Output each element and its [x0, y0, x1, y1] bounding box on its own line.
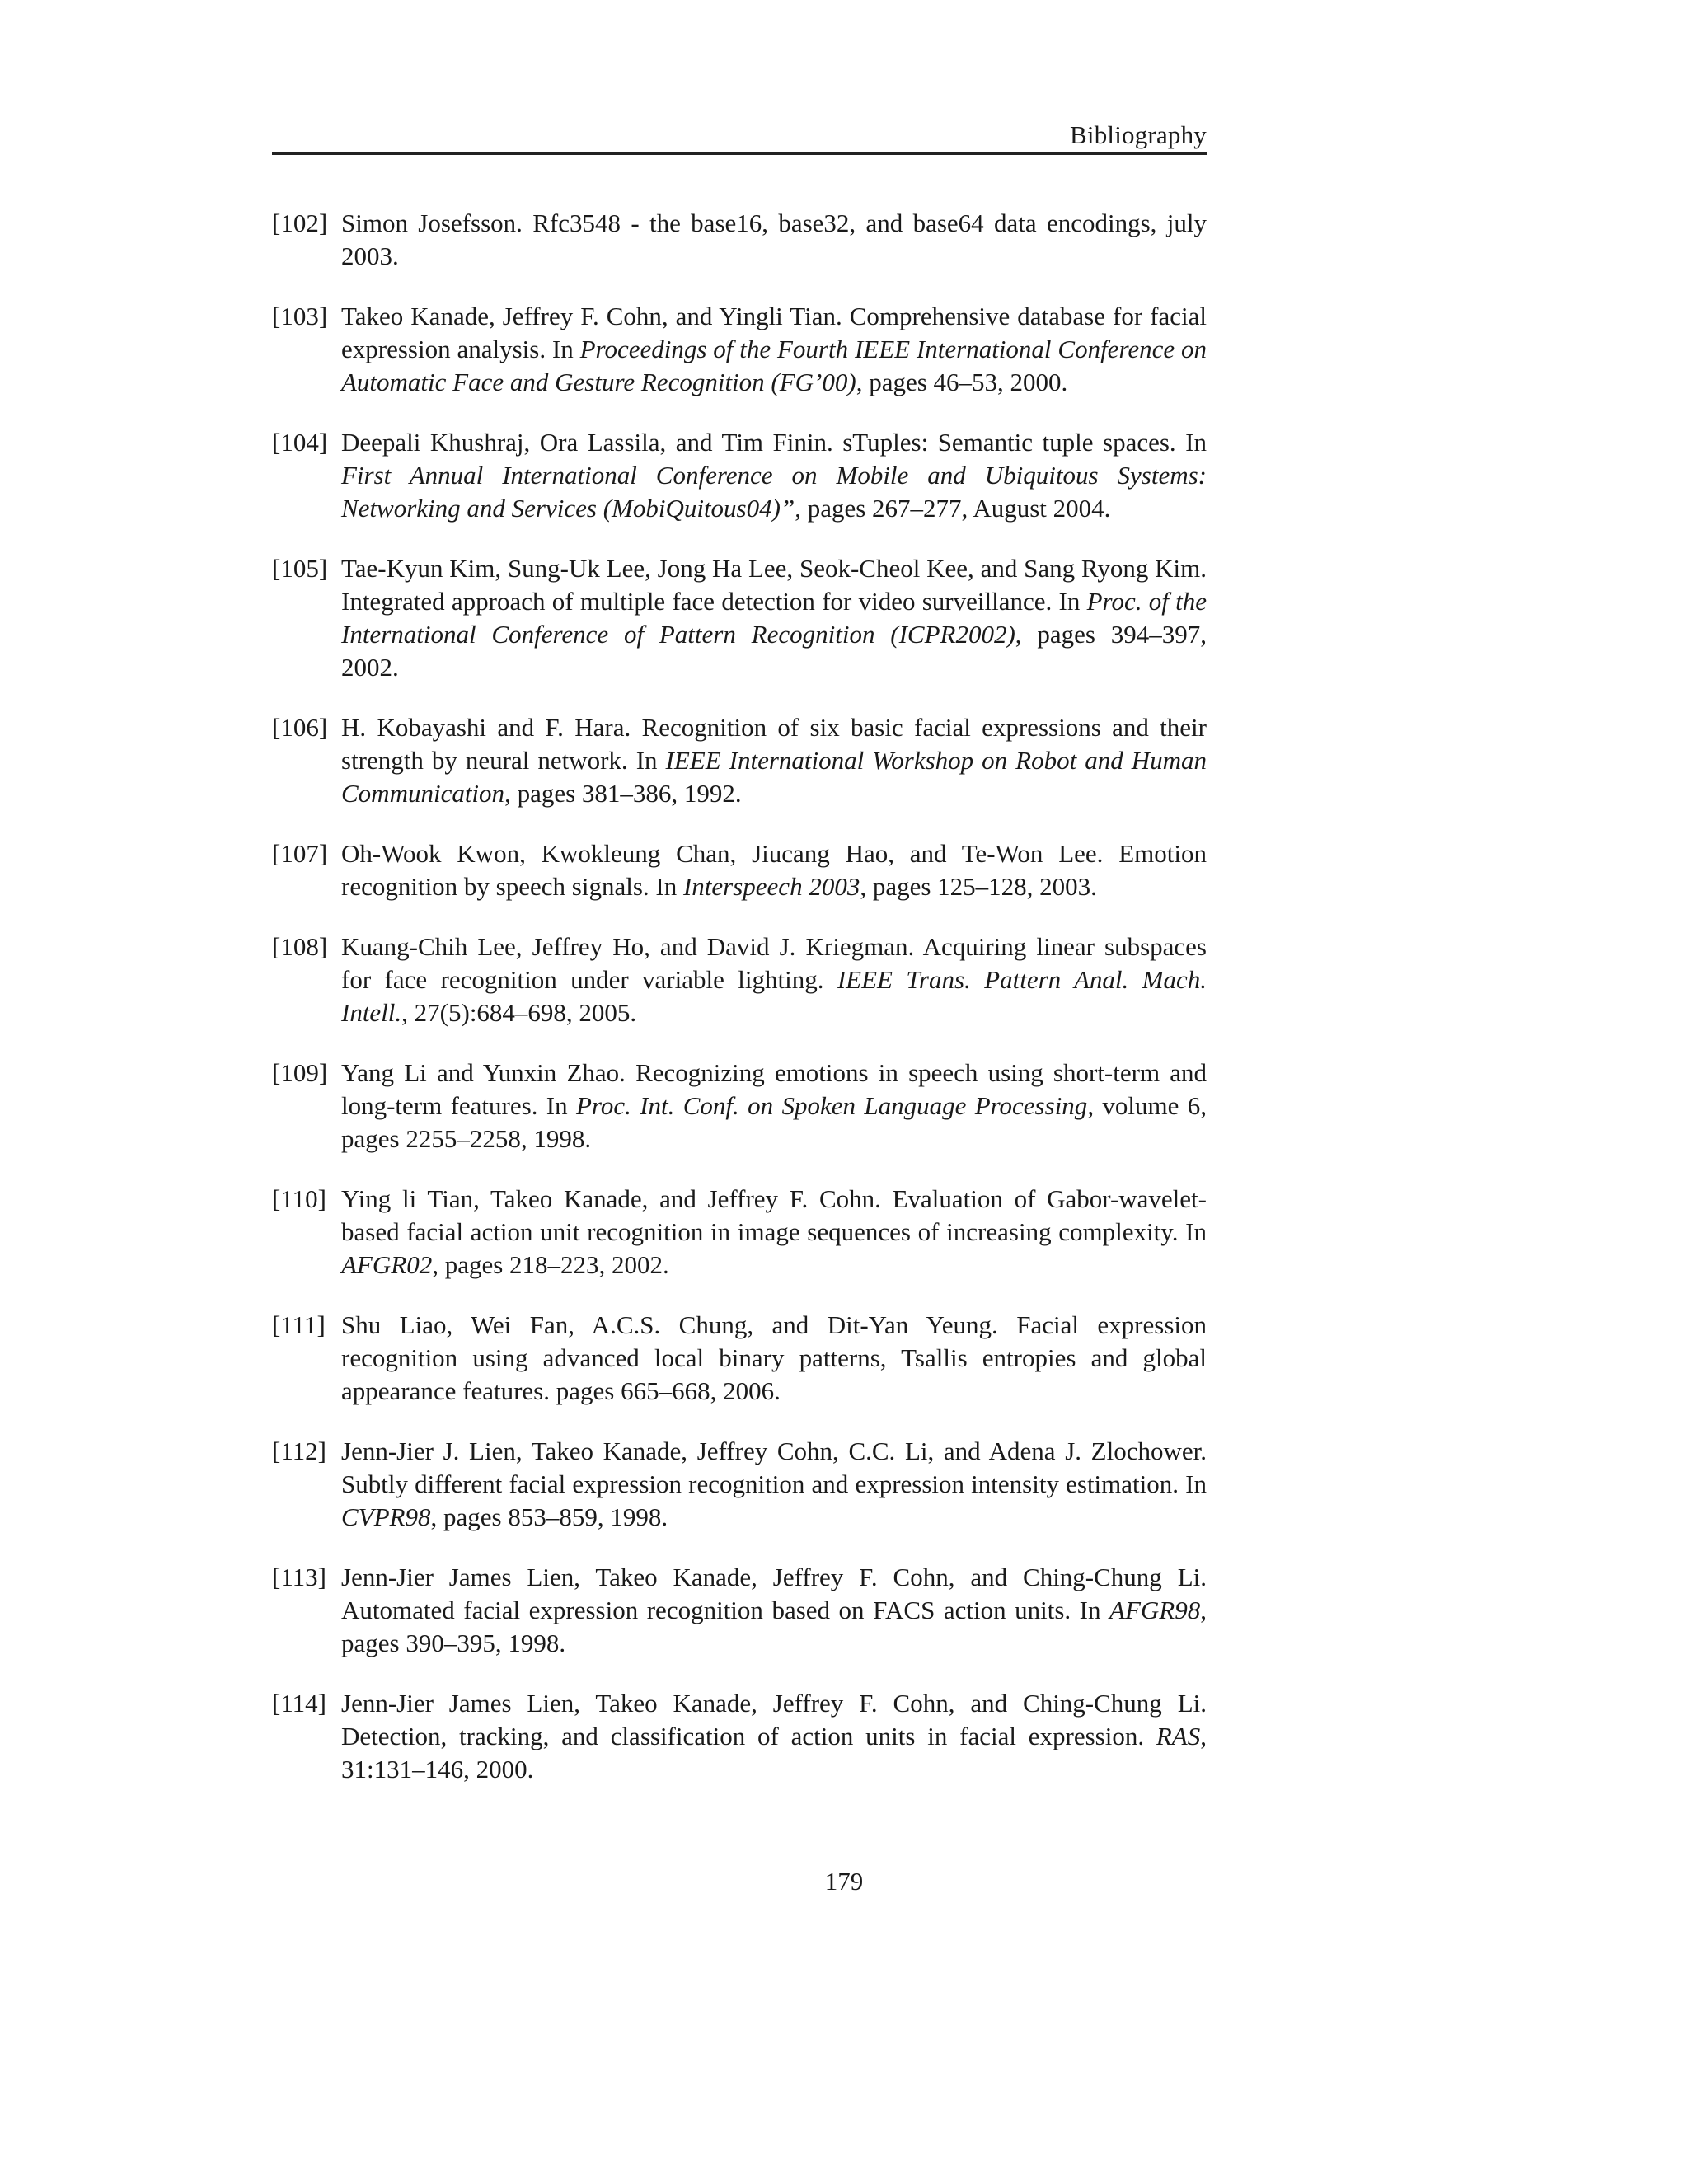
bib-text-main: Tae-Kyun Kim, Sung-Uk Lee, Jong Ha Lee, Seok-Cheol Kee, and Sang Ryong Kim. Integrated approach of multiple face detection for video surveillance. In [341, 554, 1207, 616]
bib-text-main: Jenn-Jier James Lien, Takeo Kanade, Jeffrey F. Cohn, and Ching-Chung Li. Detection, tracking, and classification of action units in facial expression. [341, 1689, 1207, 1750]
bib-text-tail: , pages 218–223, 2002. [432, 1250, 669, 1279]
bib-text-tail: , pages 46–53, 2000. [856, 368, 1068, 396]
bib-text-main: Deepali Khushraj, Ora Lassila, and Tim Finin. sTuples: Semantic tuple spaces. In [341, 428, 1207, 457]
bib-entry [272, 711, 1207, 810]
bib-venue: IEEE International Workshop on Robot and Human Communication [341, 746, 1207, 808]
bib-label: [110] [272, 1184, 326, 1213]
bib-text-tail: , pages 125–128, 2003. [860, 872, 1097, 901]
bib-entry [272, 552, 1207, 684]
bib-text [341, 1309, 1207, 1408]
bib-label: [107] [272, 839, 328, 868]
bib-venue: AFGR98 [1109, 1596, 1201, 1624]
bib-venue: Proceedings of the Fourth IEEE International Conference on Automatic Face and Gesture Recognition (FG’00) [341, 335, 1207, 396]
page-number: 179 [824, 1867, 864, 1896]
bib-entry [272, 1687, 1207, 1786]
bib-text-main: Yang Li and Yunxin Zhao. Recognizing emotions in speech using short-term and long-term features. In [341, 1058, 1207, 1120]
bib-text-main: Oh-Wook Kwon, Kwokleung Chan, Jiucang Hao, and Te-Won Lee. Emotion recognition by speech signals. In [341, 839, 1207, 901]
bib-text [341, 1057, 1207, 1155]
bib-text [341, 207, 1207, 273]
bib-text-main: Jenn-Jier James Lien, Takeo Kanade, Jeffrey F. Cohn, and Ching-Chung Li. Automated facial expression recognition based on FACS action units. In [341, 1563, 1207, 1624]
bib-text [341, 1687, 1207, 1786]
bib-label: [113] [272, 1563, 326, 1591]
bib-entry [272, 300, 1207, 399]
bib-venue: CVPR98 [341, 1502, 431, 1531]
bib-venue: IEEE Trans. Pattern Anal. Mach. Intell. [341, 965, 1207, 1027]
bib-entry [272, 1057, 1207, 1155]
bib-label: [108] [272, 932, 328, 961]
bib-text-tail: , pages 853–859, 1998. [430, 1502, 668, 1531]
bib-text-tail: , pages 381–386, 1992. [504, 779, 742, 808]
bib-venue: RAS [1156, 1722, 1201, 1750]
bib-venue: First Annual International Conference on Mobile and Ubiquitous Systems: Networking and Services (MobiQuitous04)” [341, 461, 1207, 523]
bib-venue: Proc. of the International Conference of Pattern Recognition (ICPR2002) [341, 587, 1207, 649]
bib-label: [104] [272, 428, 328, 457]
bibliography-list [272, 207, 1207, 1813]
bib-entry [272, 930, 1207, 1029]
bib-venue: AFGR02 [341, 1250, 433, 1279]
bib-text-main: Takeo Kanade, Jeffrey F. Cohn, and Yingli Tian. Comprehensive database for facial expression analysis. In [341, 302, 1207, 363]
bib-text [341, 552, 1207, 684]
bib-text-tail: , 31:131–146, 2000. [341, 1722, 1207, 1783]
bib-text [341, 930, 1207, 1029]
bib-label: [109] [272, 1058, 328, 1087]
bib-text [341, 1561, 1207, 1660]
bib-entry [272, 426, 1207, 525]
bib-label: [114] [272, 1689, 326, 1718]
bib-entry [272, 1309, 1207, 1408]
bib-text-tail: , volume 6, pages 2255–2258, 1998. [341, 1091, 1207, 1153]
bib-text [341, 837, 1207, 903]
bib-text-main: Jenn-Jier J. Lien, Takeo Kanade, Jeffrey Cohn, C.C. Li, and Adena J. Zlochower. Subtly different facial expression recognition and expression intensity estimation. In [341, 1436, 1207, 1498]
bib-label: [112] [272, 1436, 326, 1465]
bib-venue: Proc. Int. Conf. on Spoken Language Processing [575, 1091, 1088, 1120]
bib-label: [111] [272, 1310, 326, 1339]
bib-venue: Interspeech 2003 [682, 872, 860, 901]
bib-text-main: Ying li Tian, Takeo Kanade, and Jeffrey F. Cohn. Evaluation of Gabor-wavelet-based facial action unit recognition in image sequences of increasing complexity. In [341, 1184, 1207, 1246]
bib-label: [102] [272, 209, 328, 237]
bib-text-tail: , 27(5):684–698, 2005. [401, 998, 637, 1027]
bib-text [341, 426, 1207, 525]
bib-text-tail: , pages 267–277, August 2004. [795, 494, 1111, 523]
bib-text-main: Kuang-Chih Lee, Jeffrey Ho, and David J. Kriegman. Acquiring linear subspaces for face recognition under variable lighting. [341, 932, 1207, 994]
bib-label: [103] [272, 302, 328, 330]
bib-entry [272, 837, 1207, 903]
page-header [272, 122, 1207, 155]
bib-label: [105] [272, 554, 328, 583]
bib-entry [272, 1183, 1207, 1282]
bib-label: [106] [272, 713, 328, 742]
bib-text [341, 1183, 1207, 1282]
bib-text-main: H. Kobayashi and F. Hara. Recognition of six basic facial expressions and their strength by neural network. In [341, 713, 1207, 775]
running-title: Bibliography [1070, 120, 1207, 149]
bib-entry [272, 1435, 1207, 1534]
bib-text-main: Shu Liao, Wei Fan, A.C.S. Chung, and Dit-Yan Yeung. Facial expression recognition using advanced local binary patterns, Tsallis entropies and global appearance features. pages 665–668, 2006. [341, 1310, 1207, 1405]
bib-text [341, 300, 1207, 399]
bib-text-tail: , pages 394–397, 2002. [341, 620, 1207, 682]
bib-text-tail: , pages 390–395, 1998. [341, 1596, 1207, 1657]
bib-text [341, 1435, 1207, 1534]
bib-entry [272, 1561, 1207, 1660]
bib-entry [272, 207, 1207, 273]
bib-text-main: Simon Josefsson. Rfc3548 - the base16, base32, and base64 data encodings, july 2003. [341, 209, 1207, 270]
bib-text [341, 711, 1207, 810]
